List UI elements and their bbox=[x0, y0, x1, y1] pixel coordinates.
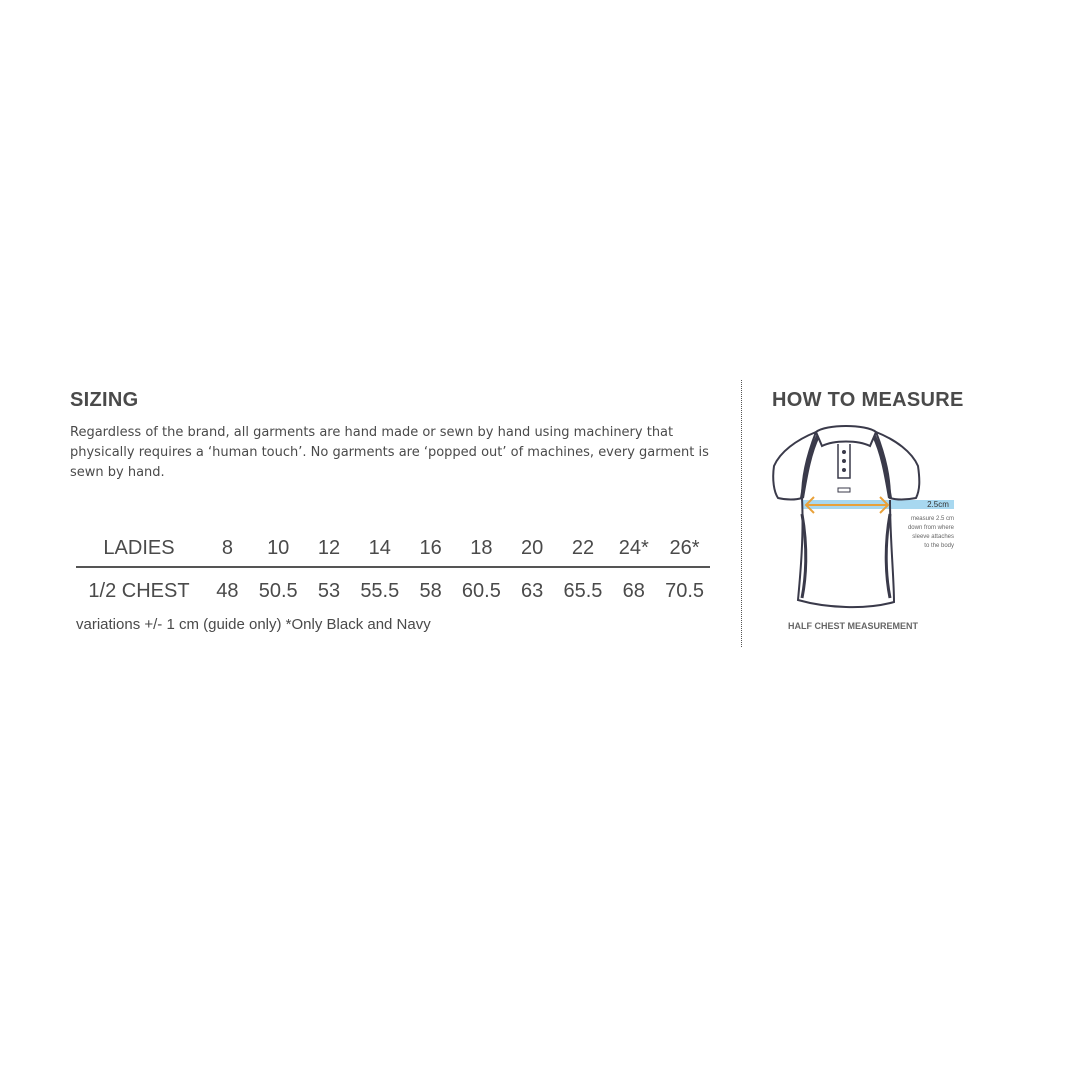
measure-note-line: down from where bbox=[907, 525, 954, 531]
chest-value-cell: 48 bbox=[216, 580, 239, 602]
measure-note-line: sleeve attaches bbox=[912, 534, 954, 540]
how-to-measure-title: HOW TO MEASURE bbox=[772, 389, 964, 411]
band-label: 2.5cm bbox=[927, 500, 949, 509]
measure-note-line: to the body bbox=[924, 543, 954, 549]
chest-value-cell: 55.5 bbox=[360, 580, 400, 602]
size-cell: 24* bbox=[608, 530, 659, 567]
chest-value-cell: 68 bbox=[622, 580, 645, 602]
size-cell: 12 bbox=[304, 530, 355, 567]
size-cell: 10 bbox=[253, 530, 304, 567]
ladies-label: LADIES bbox=[76, 530, 202, 567]
size-cell: 22 bbox=[558, 530, 609, 567]
size-header-row bbox=[76, 530, 710, 567]
button-bottom bbox=[842, 468, 846, 472]
button-top bbox=[842, 450, 846, 454]
chest-value-cell: 53 bbox=[317, 580, 341, 602]
polo-shirt-measure-diagram bbox=[766, 418, 966, 638]
chest-value-cell: 58 bbox=[419, 580, 442, 602]
chest-logo bbox=[838, 488, 850, 492]
size-cell: 18 bbox=[456, 530, 507, 567]
sizing-footnote: variations +/- 1 cm (guide only) *Only Black and Navy bbox=[76, 616, 431, 633]
chest-value-cell: 63 bbox=[521, 580, 544, 602]
half-chest-caption: HALF CHEST MEASUREMENT bbox=[788, 621, 918, 631]
chest-value-cell: 60.5 bbox=[461, 580, 501, 602]
half-chest-label: 1/2 CHEST bbox=[88, 580, 190, 602]
collar-outline bbox=[816, 426, 876, 446]
side-panel-left bbox=[802, 514, 806, 598]
chest-value-cell: 50.5 bbox=[258, 580, 298, 602]
half-chest-row bbox=[76, 567, 710, 615]
button-mid bbox=[842, 459, 846, 463]
size-cell: 16 bbox=[405, 530, 456, 567]
sizing-intro-text: Regardless of the brand, all garments are hand made or sewn by hand using machinery that physically requires a ‘human touch’. No garments are ‘popped out’ of machines, every garment is sewn by hand. bbox=[70, 425, 709, 480]
chest-value-cell: 70.5 bbox=[665, 580, 705, 602]
size-chart-table bbox=[76, 530, 710, 615]
size-cell: 14 bbox=[354, 530, 405, 567]
size-cell: 20 bbox=[507, 530, 558, 567]
side-panel-right bbox=[886, 514, 890, 598]
size-cell: 26* bbox=[659, 530, 710, 567]
sizing-title: SIZING bbox=[70, 389, 139, 411]
chest-value-cell: 65.5 bbox=[563, 580, 603, 602]
measure-note-line: measure 2.5 cm bbox=[910, 516, 954, 522]
section-divider bbox=[741, 380, 742, 647]
shirt-body-outline bbox=[798, 498, 894, 607]
measure-arrow bbox=[806, 497, 888, 513]
size-cell: 8 bbox=[202, 530, 253, 567]
